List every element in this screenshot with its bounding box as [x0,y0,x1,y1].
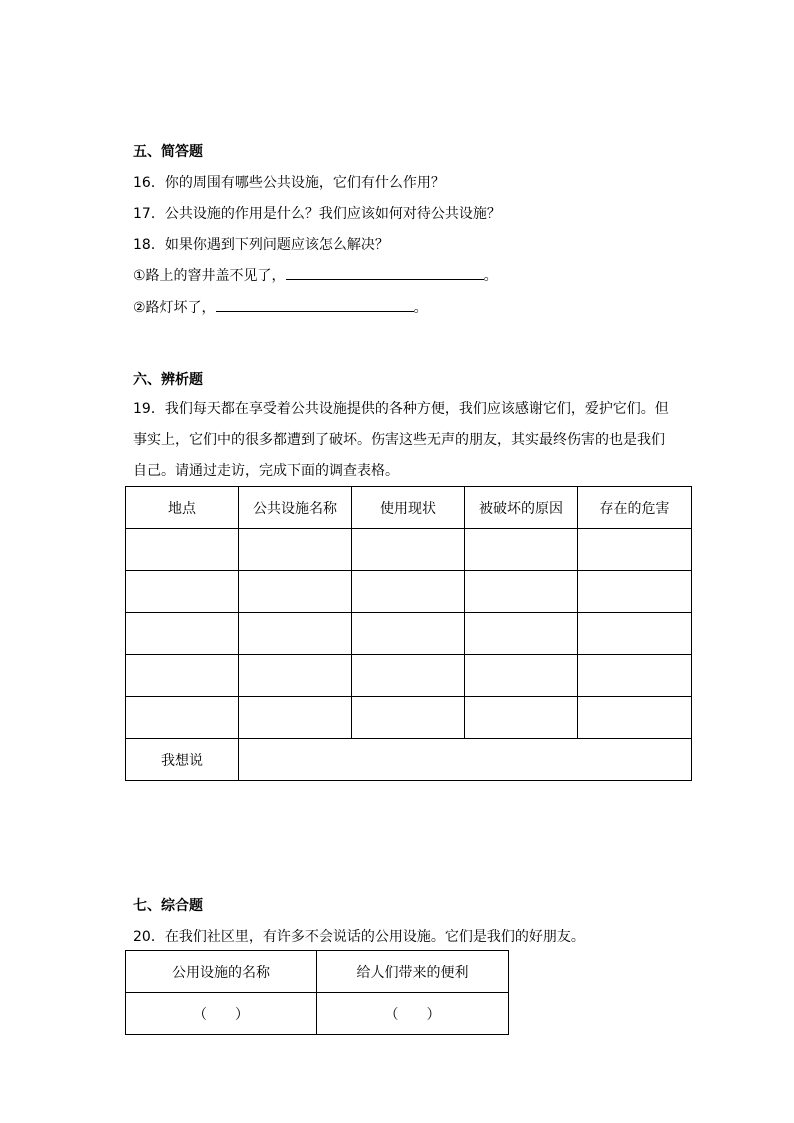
table-cell[interactable] [578,529,692,571]
table-cell[interactable] [465,529,578,571]
table-cell[interactable] [126,697,239,739]
question-18-item-2 [133,297,428,317]
table-cell[interactable] [352,613,465,655]
table-cell[interactable] [352,529,465,571]
table-cell[interactable] [239,613,352,655]
answer-blank-2[interactable] [216,297,414,312]
table-row [126,529,692,571]
facility-name-blank[interactable]: （ ） [126,993,317,1035]
footer-answer-cell[interactable] [239,739,692,781]
table-row [126,655,692,697]
convenience-blank[interactable]: （ ） [317,993,509,1035]
section-five-heading: 五、简答题 [133,144,203,160]
facility-table-header-row [126,951,509,993]
table-cell[interactable] [578,613,692,655]
section-seven-heading: 七、综合题 [133,898,203,914]
question-18-item-1-text: ①路上的窨井盖不见了， [133,268,286,284]
table-cell[interactable] [239,529,352,571]
survey-table-header-row [126,487,692,529]
end-mark-2: 。 [413,300,428,316]
facility-table [125,950,509,1035]
header-facility-name: 公用设施的名称 [126,951,317,993]
table-cell[interactable] [578,655,692,697]
question-20: 20．在我们社区里，有许多不会说话的公用设施。它们是我们的好朋友。 [133,929,585,945]
table-row [126,571,692,613]
table-cell[interactable] [126,613,239,655]
question-16: 16．你的周围有哪些公共设施，它们有什么作用？ [133,175,445,191]
table-cell[interactable] [465,613,578,655]
table-row [126,993,509,1035]
header-convenience: 给人们带来的便利 [317,951,509,993]
table-cell[interactable] [126,529,239,571]
table-cell[interactable] [465,697,578,739]
table-cell[interactable] [352,655,465,697]
header-hazard: 存在的危害 [578,487,692,529]
section-six-heading: 六、辨析题 [133,372,203,388]
header-usage-status: 使用现状 [352,487,465,529]
table-cell[interactable] [578,697,692,739]
question-17: 17．公共设施的作用是什么？我们应该如何对待公共设施？ [133,206,501,222]
answer-blank-1[interactable] [286,265,484,280]
table-cell[interactable] [352,571,465,613]
table-cell[interactable] [352,697,465,739]
table-cell[interactable] [239,571,352,613]
question-18: 18．如果你遇到下列问题应该怎么解决？ [133,237,389,253]
table-cell[interactable] [239,655,352,697]
table-cell[interactable] [578,571,692,613]
table-row [126,613,692,655]
table-cell[interactable] [239,697,352,739]
header-facility-name: 公共设施名称 [239,487,352,529]
question-19-line-1: 19．我们每天都在享受着公共设施提供的各种方便，我们应该感谢它们，爱护它们。但 [133,401,669,417]
question-19-line-3: 自己。请通过走访，完成下面的调查表格。 [133,463,399,479]
header-location: 地点 [126,487,239,529]
question-19 [133,394,673,487]
table-cell[interactable] [465,571,578,613]
table-cell[interactable] [126,571,239,613]
table-cell[interactable] [465,655,578,697]
survey-table [125,486,692,781]
footer-label-i-want-to-say: 我想说 [126,739,239,781]
table-cell[interactable] [126,655,239,697]
question-18-item-1 [133,265,498,285]
question-18-item-2-text: ②路灯坏了， [133,300,216,316]
end-mark-1: 。 [483,268,498,284]
survey-table-footer-row [126,739,692,781]
table-row [126,697,692,739]
header-damage-reason: 被破坏的原因 [465,487,578,529]
question-19-line-2: 事实上，它们中的很多都遭到了破坏。伤害这些无声的朋友，其实最终伤害的也是我们 [133,432,665,448]
